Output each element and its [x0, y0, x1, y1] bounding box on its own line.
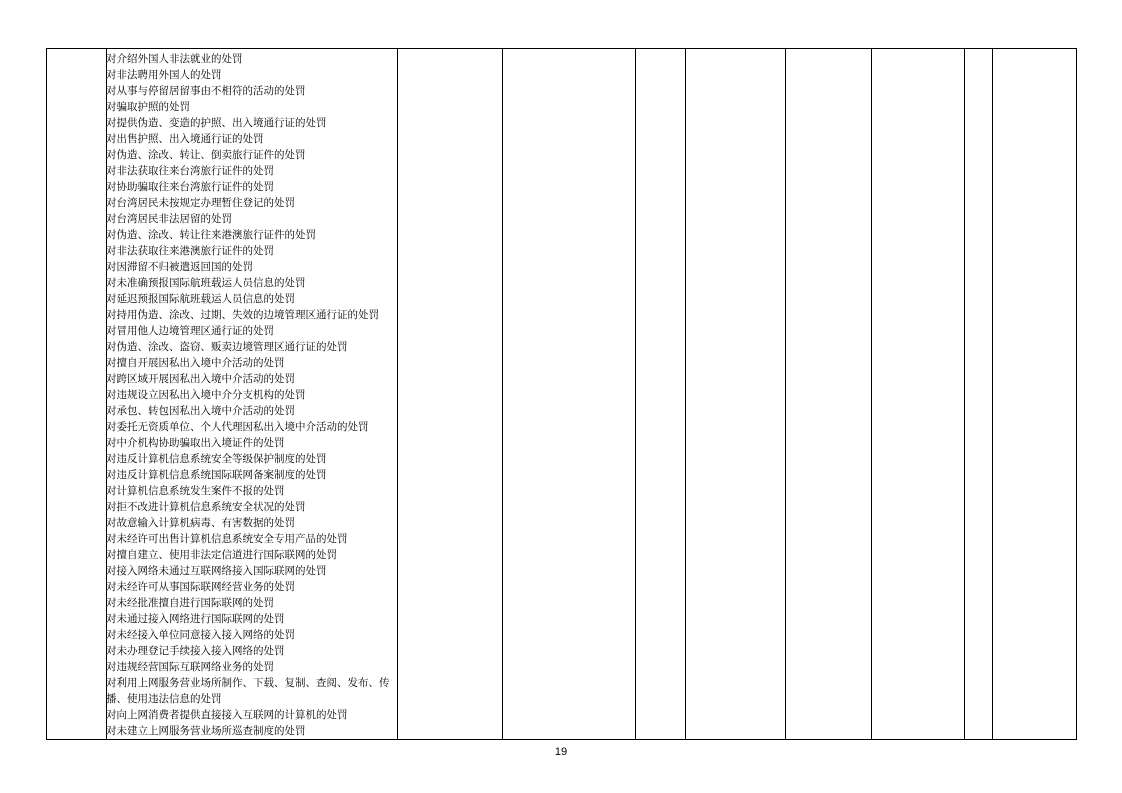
- table-cell-empty: [786, 49, 872, 740]
- table-cell-empty: [503, 49, 636, 740]
- list-item: 对出售护照、出入境通行证的处罚: [106, 133, 264, 145]
- table-cell-empty: [872, 49, 965, 740]
- list-item: 对未经接入单位同意接入接入网络的处罚: [106, 629, 295, 641]
- list-item: 对未经批准擅自进行国际联网的处罚: [106, 597, 274, 609]
- table-row: [47, 49, 1077, 740]
- list-item: 对向上网消费者提供直接接入互联网的计算机的处罚: [106, 709, 348, 721]
- list-item: 对从事与停留居留事由不相符的活动的处罚: [106, 85, 306, 97]
- list-item: 对故意输入计算机病毒、有害数据的处罚: [106, 517, 295, 529]
- list-item: 对持用伪造、涂改、过期、失效的边境管理区通行证的处罚: [106, 309, 379, 321]
- list-item: 对伪造、涂改、转让往来港澳旅行证件的处罚: [106, 229, 316, 241]
- list-item: 对冒用他人边境管理区通行证的处罚: [106, 325, 274, 337]
- list-item: 对接入网络未通过互联网络接入国际联网的处罚: [106, 565, 327, 577]
- list-item: 对延迟预报国际航班载运人员信息的处罚: [106, 293, 295, 305]
- list-item: 对伪造、涂改、盗窃、贩卖边境管理区通行证的处罚: [106, 341, 348, 353]
- table-cell-empty: [993, 49, 1077, 740]
- list-item: 对违规经营国际互联网络业务的处罚: [106, 661, 274, 673]
- list-item: 对非法获取往来港澳旅行证件的处罚: [106, 245, 274, 257]
- list-item: 对未建立上网服务营业场所巡查制度的处罚: [106, 725, 306, 737]
- list-item: 对违规设立因私出入境中介分支机构的处罚: [106, 389, 306, 401]
- table-cell-empty: [686, 49, 786, 740]
- list-item: 对利用上网服务营业场所制作、下载、复制、查阅、发布、传播、使用违法信息的处罚: [106, 677, 390, 705]
- table-cell-empty: [965, 49, 993, 740]
- list-item: 对跨区域开展因私出入境中介活动的处罚: [106, 373, 295, 385]
- list-item: 对台湾居民非法居留的处罚: [106, 213, 232, 225]
- list-item: 对因滞留不归被遣返回国的处罚: [106, 261, 253, 273]
- table-cell-empty: [636, 49, 686, 740]
- list-item: 对骗取护照的处罚: [106, 101, 190, 113]
- list-item: 对计算机信息系统发生案件不报的处罚: [106, 485, 285, 497]
- list-item: 对中介机构协助骗取出入境证件的处罚: [106, 437, 285, 449]
- list-item: 对非法获取往来台湾旅行证件的处罚: [106, 165, 274, 177]
- table-cell-empty: [398, 49, 503, 740]
- list-item: 对违反计算机信息系统安全等级保护制度的处罚: [106, 453, 327, 465]
- table-cell-index: [47, 49, 107, 740]
- list-item: 对擅自开展因私出入境中介活动的处罚: [106, 357, 285, 369]
- list-item: 对违反计算机信息系统国际联网备案制度的处罚: [106, 469, 327, 481]
- list-item: 对非法聘用外国人的处罚: [106, 69, 222, 81]
- list-item: 对擅自建立、使用非法定信道进行国际联网的处罚: [106, 549, 337, 561]
- list-item: 对未准确预报国际航班载运人员信息的处罚: [106, 277, 306, 289]
- list-item: 对委托无资质单位、个人代理因私出入境中介活动的处罚: [106, 421, 369, 433]
- list-item: 对承包、转包因私出入境中介活动的处罚: [106, 405, 295, 417]
- table-cell-items: [107, 49, 398, 740]
- list-item: 对介绍外国人非法就业的处罚: [106, 53, 243, 65]
- list-item: 对提供伪造、变造的护照、出入境通行证的处罚: [106, 117, 327, 129]
- list-item: 对未办理登记手续接入接入网络的处罚: [106, 645, 285, 657]
- list-item: 对协助骗取往来台湾旅行证件的处罚: [106, 181, 274, 193]
- list-item: 对拒不改进计算机信息系统安全状况的处罚: [106, 501, 306, 513]
- list-item: 对未经许可出售计算机信息系统安全专用产品的处罚: [106, 533, 348, 545]
- page-number: 19: [554, 746, 568, 758]
- list-item: 对未通过接入网络进行国际联网的处罚: [106, 613, 285, 625]
- document-table: [46, 48, 1077, 740]
- list-item: 对伪造、涂改、转让、倒卖旅行证件的处罚: [106, 149, 306, 161]
- list-item: 对台湾居民未按规定办理暂住登记的处罚: [106, 197, 295, 209]
- item-list: [107, 49, 397, 739]
- list-item: 对未经许可从事国际联网经营业务的处罚: [106, 581, 295, 593]
